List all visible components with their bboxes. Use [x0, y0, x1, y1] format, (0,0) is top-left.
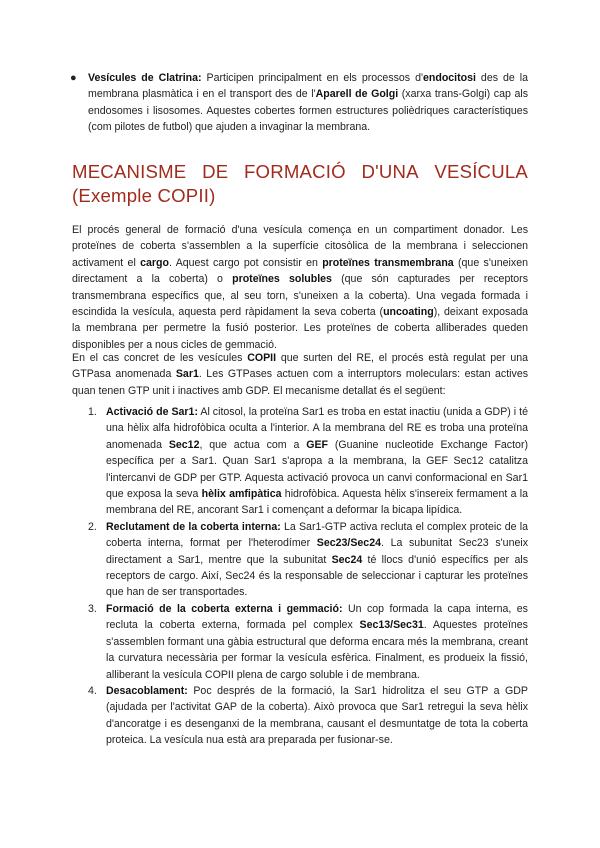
list-item-term: Formació de la coberta externa i gemmació:: [106, 602, 343, 615]
numbered-list: [72, 404, 528, 749]
list-number: 3.: [88, 602, 97, 615]
text-run: . La subunitat Sec23 s'uneix directament a Sar1, mentre que la subunitat: [106, 537, 528, 566]
bold-run: GEF: [306, 438, 328, 451]
text-run: hidrofòbica. Aquesta hèlix s'insereix fermament a la membrana del RE, ancorant Sar1 i començant a deformar la bicapa lipídica.: [106, 488, 529, 517]
bullet-item-clathrin: [70, 70, 529, 136]
heading-line-2: (Exemple COPII): [72, 185, 216, 206]
paragraph-copii: [72, 350, 528, 399]
text-run: El procés general de formació d'una vesícula comença en un compartiment donador. Les proteïnes de coberta s'assemblen a la superfície citosòlica de la membrana i seleccionen activament el: [72, 224, 528, 269]
text-run: En el cas concret de les vesícules: [72, 352, 248, 364]
bold-run: uncoating: [383, 306, 434, 319]
text-run: Participen principalment en els processos d': [201, 72, 423, 84]
heading-word: D'UNA: [361, 161, 419, 182]
paragraph-general-process: [72, 222, 528, 353]
text-run: . Aquestes proteïnes s'assemblen formant una gàbia estructural que deforma encara més la membrana, creant la curvatura necessària per formar la vesícula esfèrica. Finalment, es produeix la fissió, alliberant la vesícula COPII plena de cargo soluble i de membrana.: [106, 619, 528, 681]
text-run: (Guanine nucleotide Exchange Factor) específica per a Sar1. Quan Sar1 s'apropa a la membrana, la GEF Sec12 catalitza l'intercanvi de GDP per GTP. Aquesta activació provoca un canvi conformacional en Sar1 que exposa la seva: [106, 438, 528, 501]
paragraph-text: [72, 222, 528, 353]
heading-word: VESÍCULA: [434, 161, 528, 182]
bullet-text: [88, 70, 528, 136]
bold-run: proteïnes transmembrana: [322, 256, 454, 269]
list-item: [72, 683, 528, 749]
bold-run: Aparell de Golgi: [315, 88, 399, 101]
list-item-term: Desacoblament:: [106, 684, 188, 697]
text-run: que surten del RE, el procés està regulat per una GTPasa anomenada: [72, 352, 528, 381]
list-item: [72, 601, 528, 683]
bold-run: Sec12: [168, 438, 200, 451]
text-run: La Sar1-GTP activa recluta el complex proteic de la coberta interna, format per l'heterodímer: [106, 520, 528, 550]
text-run: . Aquest cargo pot consistir en: [169, 256, 323, 269]
bold-run: proteïnes solubles: [232, 273, 332, 286]
list-item-term: Activació de Sar1:: [106, 406, 198, 418]
text-run: (que s'uneixen directament a la coberta) o: [72, 256, 528, 286]
bold-run: Sec24: [331, 553, 363, 566]
list-item-text: [106, 519, 528, 601]
bold-run: cargo: [140, 256, 169, 269]
heading-word: FORMACIÓ: [244, 161, 346, 182]
text-run: . Les GTPases actuen com a interruptors moleculars: estan actives quan tenen GTP unit i inactives amb GDP. El mecanisme detallat és el següent:: [72, 368, 529, 397]
list-item-text: [106, 683, 528, 749]
bullet-dot: ●: [70, 72, 77, 84]
section-heading: [72, 160, 528, 208]
bold-run: endocitosi: [422, 72, 476, 84]
bold-run: Sec13/Sec31: [359, 619, 424, 632]
text-run: des de la membrana plasmàtica i en el transport des de l': [88, 72, 528, 101]
text-run: Un cop formada la capa interna, es recluta la coberta externa, formada pel complex: [106, 602, 528, 632]
list-number: 4.: [88, 684, 97, 697]
list-number: 1.: [88, 406, 97, 418]
heading-line-1: [72, 160, 528, 184]
text-run: Poc després de la formació, la Sar1 hidrolitza el seu GTP a GDP (ajudada per l'activitat GAP de la coberta). Això provoca que Sar1 retregui la seva hèlix d'ancoratge i es desenganxi de la membrana, causant el desmuntatge de tota la coberta proteica. La vesícula nua està ara preparada per fusionar-se.: [106, 684, 528, 747]
bold-run: Sec23/Sec24: [316, 537, 381, 550]
heading-word: DE: [202, 161, 229, 182]
text-run: (que són capturades per receptors transmembrana específics que, al seu torn, s'uneixen a la coberta). Una vegada formada i escindida la vesícula, aquesta perd ràpidament la seva coberta (: [72, 273, 528, 319]
list-item: [72, 404, 528, 519]
bold-run: Sar1: [175, 368, 199, 381]
bullet-term: Vesícules de Clatrina:: [88, 72, 202, 84]
bold-run: COPII: [247, 352, 277, 364]
text-run: ), deixant exposada la membrana per permetre la fusió posterior. Les proteïnes de coberta alliberades queden disponibles per a nous cicles de gemmació.: [72, 306, 529, 351]
list-number: 2.: [88, 520, 97, 533]
paragraph-text: [72, 350, 528, 399]
list-item-term: Reclutament de la coberta interna:: [106, 520, 281, 533]
list-item-text: [106, 404, 528, 519]
heading-word: MECANISME: [72, 161, 187, 182]
list-item: [72, 519, 528, 601]
text-run: , que actua com a: [199, 438, 307, 451]
text-run: (xarxa trans-Golgi) cap als endosomes i lisosomes. Aquestes cobertes formen estructures polièdriques característiques (com pilotes de futbol) que ajuden a invaginar la membrana.: [88, 88, 529, 134]
list-item-text: [106, 601, 528, 683]
text-run: té llocs d'unió específics per als receptors de cargo. Així, Sec24 és la responsable de seleccionar i capturar les proteïnes que han de ser transportades.: [106, 553, 528, 599]
bold-run: hèlix amfipàtica: [201, 488, 282, 501]
text-run: Al citosol, la proteïna Sar1 es troba en estat inactiu (unida a GDP) i té una hèlix alfa hidrofòbica oculta a l'interior. A la membrana del RE es troba una proteïna anomenada: [106, 406, 528, 451]
